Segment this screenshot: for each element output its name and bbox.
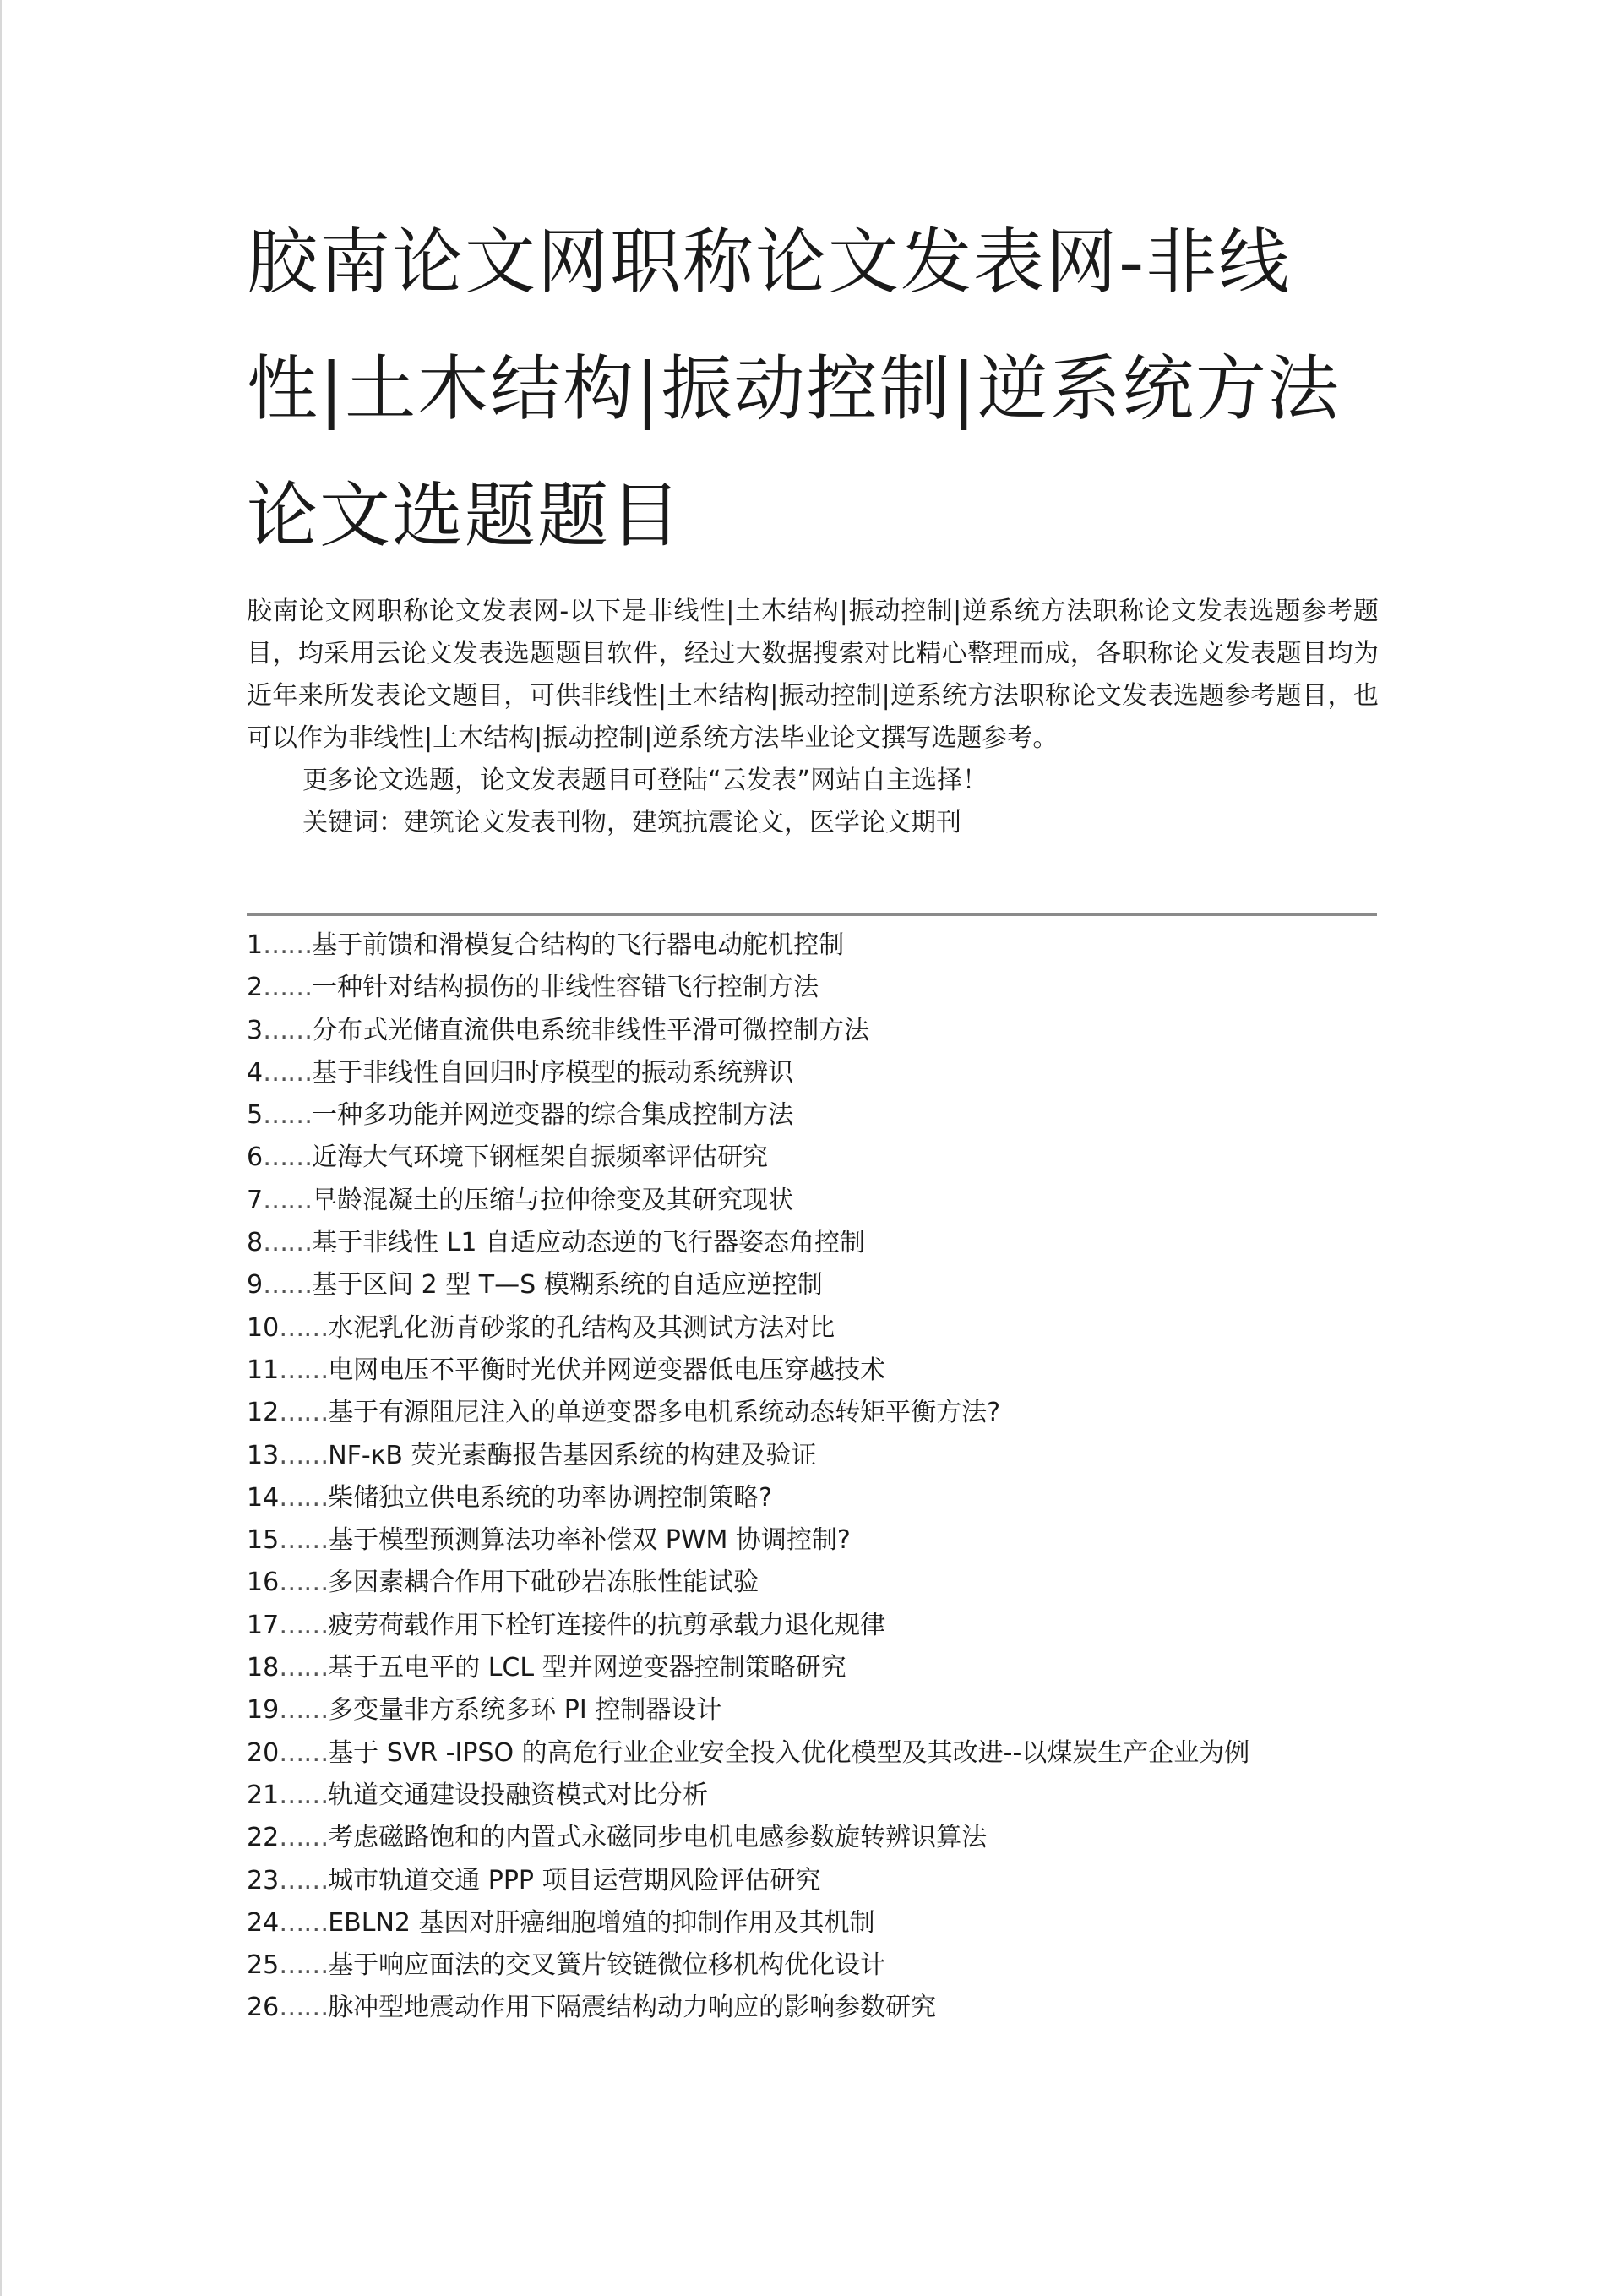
topic-leader-dots: …… [279, 1653, 329, 1683]
topic-number: 18 [247, 1653, 280, 1683]
topic-leader-dots: …… [263, 1270, 313, 1301]
topic-title: 柴储独立供电系统的功率协调控制策略? [328, 1482, 773, 1513]
topic-number: 11 [247, 1355, 280, 1385]
topic-title: 一种针对结构损伤的非线性容错飞行控制方法 [312, 973, 819, 1003]
topic-number: 16 [247, 1568, 280, 1598]
topic-leader-dots: …… [263, 1228, 313, 1258]
topic-item [247, 1987, 1379, 2029]
topic-number: 15 [247, 1525, 280, 1556]
topic-leader-dots: …… [263, 1100, 313, 1131]
topic-title: 水泥乳化沥青砂浆的孔结构及其测试方法对比 [328, 1312, 835, 1343]
more-topics-line: 更多论文选题，论文发表题目可登陆“云发表”网站自主选择！ [302, 766, 988, 795]
topic-number: 22 [247, 1823, 280, 1853]
topic-item [247, 1477, 1379, 1519]
topic-number: 4 [247, 1057, 264, 1088]
topic-title: 轨道交通建设投融资模式对比分析 [328, 1780, 709, 1810]
topic-title: 早龄混凝土的压缩与拉伸徐变及其研究现状 [312, 1185, 794, 1215]
topic-leader-dots: …… [279, 1780, 329, 1810]
topic-item [247, 1307, 1379, 1350]
topic-item [247, 1775, 1379, 1817]
topic-item [247, 1605, 1379, 1647]
topic-leader-dots: …… [263, 1185, 313, 1215]
topic-title: 考虑磁路饱和的内置式永磁同步电机电感参数旋转辨识算法 [328, 1823, 988, 1853]
topic-leader-dots: …… [279, 1440, 329, 1470]
topic-leader-dots: …… [279, 1398, 329, 1428]
topic-item [247, 1860, 1379, 1902]
topic-item [247, 1817, 1379, 1859]
topic-title: 基于 SVR -IPSO 的高危行业企业安全投入优化模型及其改进--以煤炭生产企业为例 [328, 1737, 1250, 1768]
topic-title: 电网电压不平衡时光伏并网逆变器低电压穿越技术 [328, 1355, 886, 1385]
topic-item [247, 1647, 1379, 1689]
topic-title: 分布式光储直流供电系统非线性平滑可微控制方法 [312, 1015, 870, 1045]
topic-leader-dots: …… [279, 1610, 329, 1640]
topic-leader-dots: …… [279, 1950, 329, 1981]
topic-title: 近海大气环境下钢框架自振频率评估研究 [312, 1143, 769, 1173]
topic-number: 7 [247, 1185, 264, 1215]
intro-paragraph: 胶南论文网职称论文发表网-以下是非线性|土木结构|振动控制|逆系统方法职称论文发表选题参考题目，均采用云论文发表选题题目软件，经过大数据搜索对比精心整理而成，各职称论文发表题目均为近年来所发表论文题目，可供非线性|土木结构|振动控制|逆系统方法职称论文发表选题参考题目，也可以作为非线性|土木结构|振动控制|逆系统方法毕业论文撰写选题参考。 [247, 597, 1379, 753]
topic-number: 12 [247, 1398, 280, 1428]
topic-item [247, 1094, 1379, 1137]
topic-leader-dots: …… [279, 1907, 329, 1938]
topic-number: 6 [247, 1143, 264, 1173]
topic-item [247, 1180, 1379, 1222]
topic-list [247, 924, 1379, 2030]
document-title: 胶南论文网职称论文发表网-非线性|土木结构|振动控制|逆系统方法论文选题题目 [247, 221, 1341, 557]
topic-leader-dots: …… [263, 930, 313, 960]
topic-title: 基于五电平的 LCL 型并网逆变器控制策略研究 [328, 1653, 846, 1683]
page-edge [0, 0, 2, 2296]
topic-number: 10 [247, 1312, 280, 1343]
topic-leader-dots: …… [279, 1823, 329, 1853]
topic-number: 1 [247, 930, 264, 960]
topic-title: 基于响应面法的交叉簧片铰链微位移机构优化设计 [328, 1950, 886, 1981]
topic-item [247, 1264, 1379, 1306]
topic-item [247, 1519, 1379, 1562]
topic-title: 基于有源阻尼注入的单逆变器多电机系统动态转矩平衡方法? [328, 1398, 1001, 1428]
keywords-line: 关键词：建筑论文发表刊物，建筑抗震论文，医学论文期刊 [302, 808, 961, 837]
topic-title: 多因素耦合作用下砒砂岩冻胀性能试验 [328, 1568, 759, 1598]
topic-item [247, 1902, 1379, 1944]
topic-title: 基于非线性 L1 自适应动态逆的飞行器姿态角控制 [312, 1228, 865, 1258]
topic-number: 19 [247, 1695, 280, 1726]
topic-leader-dots: …… [279, 1312, 329, 1343]
topic-title: 多变量非方系统多环 PI 控制器设计 [328, 1695, 722, 1726]
topic-title: 一种多功能并网逆变器的综合集成控制方法 [312, 1100, 794, 1131]
topic-item [247, 1944, 1379, 1987]
topic-number: 23 [247, 1865, 280, 1895]
document-body [247, 199, 1379, 2043]
topic-item [247, 1137, 1379, 1179]
topic-leader-dots: …… [279, 1993, 329, 2023]
topic-title: 基于前馈和滑模复合结构的飞行器电动舵机控制 [312, 930, 845, 960]
divider [247, 913, 1377, 916]
topic-item [247, 1435, 1379, 1477]
topic-leader-dots: …… [263, 1143, 313, 1173]
topic-title: 基于区间 2 型 T—S 模糊系统的自适应逆控制 [312, 1270, 823, 1301]
topic-item [247, 924, 1379, 967]
topic-title: 基于模型预测算法功率补偿双 PWM 协调控制? [328, 1525, 851, 1556]
topic-number: 9 [247, 1270, 264, 1301]
topic-item [247, 1562, 1379, 1604]
topic-number: 3 [247, 1015, 264, 1045]
topic-item [247, 1689, 1379, 1732]
topic-leader-dots: …… [279, 1865, 329, 1895]
topic-number: 2 [247, 973, 264, 1003]
topic-title: EBLN2 基因对肝癌细胞增殖的抑制作用及其机制 [328, 1907, 875, 1938]
topic-number: 5 [247, 1100, 264, 1131]
topic-number: 8 [247, 1228, 264, 1258]
topic-title: 脉冲型地震动作用下隔震结构动力响应的影响参数研究 [328, 1993, 937, 2023]
topic-number: 26 [247, 1993, 280, 2023]
topic-item [247, 1222, 1379, 1264]
topic-leader-dots: …… [263, 1015, 313, 1045]
topic-item [247, 1392, 1379, 1434]
topic-leader-dots: …… [263, 1057, 313, 1088]
topic-leader-dots: …… [279, 1355, 329, 1385]
topic-leader-dots: …… [279, 1695, 329, 1726]
topic-item [247, 1350, 1379, 1392]
topic-title: 疲劳荷载作用下栓钉连接件的抗剪承载力退化规律 [328, 1610, 886, 1640]
topic-number: 17 [247, 1610, 280, 1640]
topic-leader-dots: …… [279, 1482, 329, 1513]
topic-number: 25 [247, 1950, 280, 1981]
topic-title: 城市轨道交通 PPP 项目运营期风险评估研究 [328, 1865, 821, 1895]
topic-leader-dots: …… [279, 1525, 329, 1556]
topic-title: 基于非线性自回归时序模型的振动系统辨识 [312, 1057, 794, 1088]
topic-number: 14 [247, 1482, 280, 1513]
topic-item [247, 967, 1379, 1009]
topic-item [247, 1052, 1379, 1094]
topic-leader-dots: …… [279, 1568, 329, 1598]
topic-number: 20 [247, 1737, 280, 1768]
topic-title: NF-κB 荧光素酶报告基因系统的构建及验证 [328, 1440, 817, 1470]
topic-number: 24 [247, 1907, 280, 1938]
topic-number: 13 [247, 1440, 280, 1470]
topic-number: 21 [247, 1780, 280, 1810]
topic-item [247, 1732, 1379, 1775]
topic-leader-dots: …… [279, 1737, 329, 1768]
topic-leader-dots: …… [263, 973, 313, 1003]
topic-item [247, 1010, 1379, 1052]
